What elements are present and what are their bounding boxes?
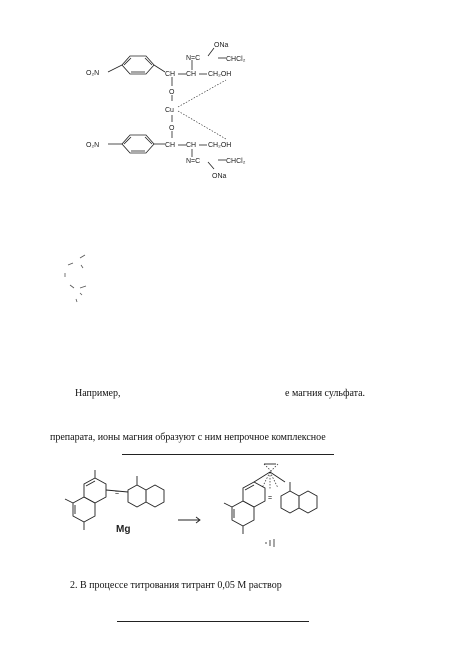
left-ring-b [73, 497, 95, 522]
ch-bottom-1: CH [165, 142, 176, 149]
chcl2-top: CHCl₂ [226, 56, 246, 63]
copper-complex-structure [0, 0, 459, 200]
ona-bottom: ONa [212, 173, 227, 180]
reaction-scheme [0, 462, 459, 552]
top-benzene-ring [122, 56, 154, 74]
no2-bottom-label: O₂N [86, 142, 100, 149]
ch2oh-top: CH₂OH [208, 71, 232, 78]
coordination-bonds [178, 80, 226, 139]
example-text-right: е магния сульфата. [285, 388, 366, 399]
bottom-benzene-ring [122, 135, 154, 153]
ona-top: ONa [214, 42, 229, 49]
underline-rule-2 [117, 621, 309, 622]
titration-text-line: 2. В процессе титрования титрант 0,05 М раствор [70, 580, 282, 591]
eq-sign-right: = [268, 495, 273, 502]
ch-bottom-2: CH [186, 142, 197, 149]
eq-sign-left: = [115, 490, 120, 497]
fragment-label-right [265, 539, 274, 547]
chcl2-bottom: CHCl₂ [226, 158, 246, 165]
ch-top-1: CH [165, 71, 176, 78]
cu-label: Cu [165, 107, 174, 114]
mg-label: Mg [116, 524, 131, 535]
n-eq-c-bottom: N=C [186, 158, 201, 165]
o-top: O [169, 89, 175, 96]
faint-fragment-marks [60, 255, 100, 305]
example-text-left: Например, [75, 388, 121, 399]
o-bottom: O [169, 125, 175, 132]
ch-top-2: CH [186, 71, 197, 78]
n-eq-c-top: N=C [186, 55, 201, 62]
ch2oh-bottom: CH₂OH [208, 142, 232, 149]
underline-rule-1 [122, 454, 334, 455]
complex-text-line: препарата, ионы магния образуют с ним непрочное комплексное [50, 432, 326, 443]
no2-top-label: O₂N [86, 70, 100, 77]
